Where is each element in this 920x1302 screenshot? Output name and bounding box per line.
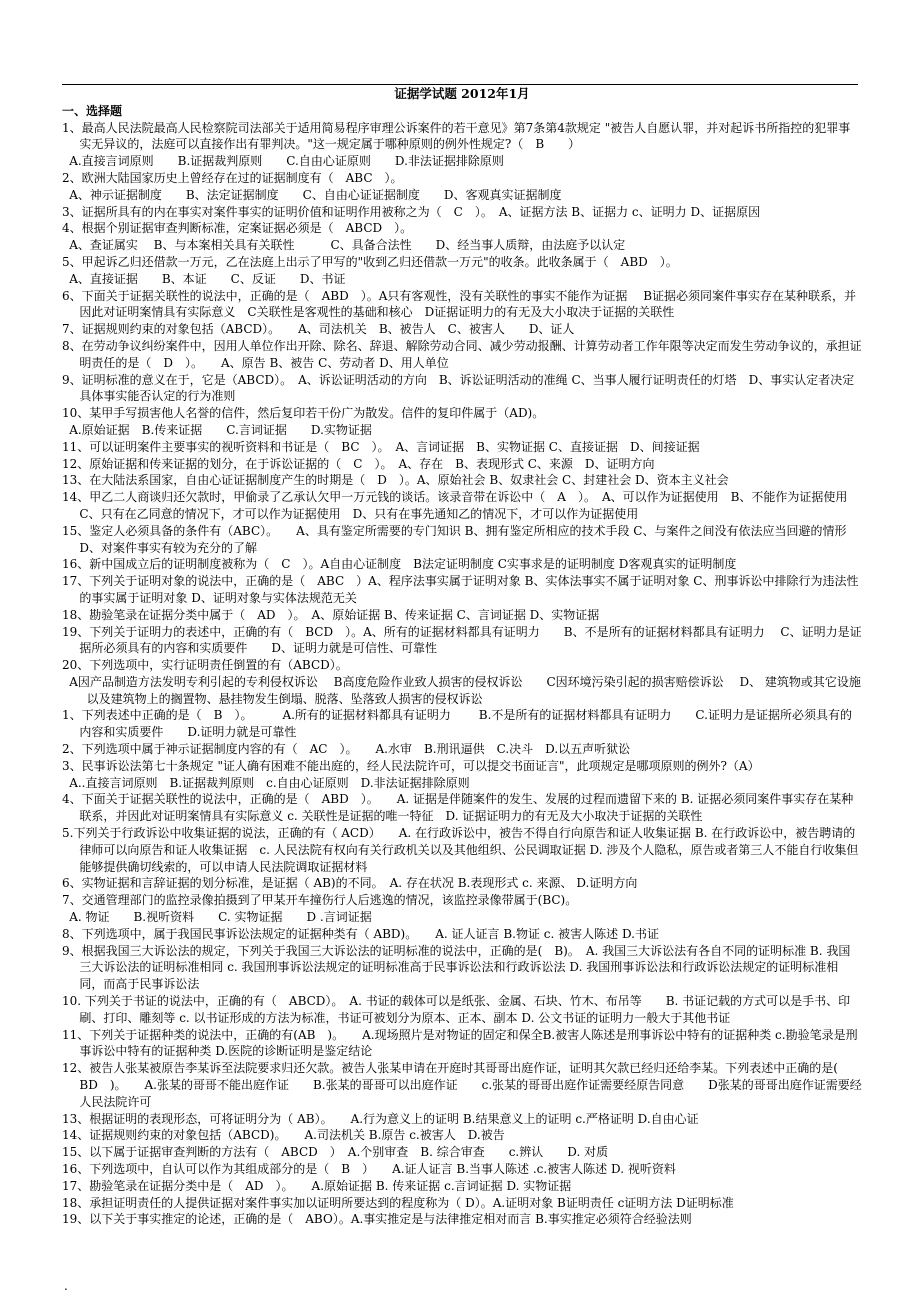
question-text: 5、甲起诉乙归还借款一万元，乙在法庭上出示了甲写的"收到乙归还借款一万元"的收条。此收条属于（ ABD ）。 — [62, 254, 678, 269]
question-item — [62, 1127, 862, 1144]
question-text: 13、根据证明的表现形态，可将证明分为（ AB）。 A.行为意义上的证明 B.结果意义上的证明 c.严格证明 D.自由心证 — [62, 1111, 699, 1126]
question-item — [62, 405, 862, 439]
question-text: 3、民事诉讼法第七十条规定 "证人确有困难不能出庭的，经人民法院许可，可以提交书面证言"，此项规定是哪项原则的例外?（A） — [62, 758, 760, 773]
question-options: A.原始证据 B.传来证据 C.言词证据 D.实物证据 — [69, 422, 372, 437]
question-item — [62, 1027, 862, 1061]
document-body — [62, 86, 862, 1228]
question-text: 7、证据规则约束的对象包括（ABCD）。 A、司法机关 B、被告人 C、被害人 D、证人 — [62, 322, 575, 337]
question-text: 10. 下列关于书证的说法中，正确的有（ ABCD）。 A. 书证的载体可以是纸张、金属、石块、竹木、布吊等 B. 书证记载的方式可以是手书、印刷、打印、雕刻等 c. 以书证形成的方法为标准，书证可被划分为原本、正本、副本 D. 公文书证的证明力一般大于其他书证 — [62, 994, 851, 1025]
page-title: 证据学试题 2012年1月 — [394, 86, 530, 101]
question-item — [62, 220, 862, 254]
question-text: 18、承担证明责任的人提供证据对案件事实加以证明所要达到的程度称为（ D）。A.证明对象 B证明责任 c证明方法 D证明标准 — [62, 1195, 734, 1210]
question-text: 13、在大陆法系国家，自由心证证据制度产生的时期是（ D ）。A、原始社会 B、奴隶社会 C、封建社会 D、资本主义社会 — [62, 473, 729, 488]
question-item — [62, 791, 862, 825]
question-item — [62, 1178, 862, 1195]
question-text: 12、被告人张某被原告李某诉至法院要求归还欠款。被告人张某申请在开庭时其哥哥出庭作证，证明其欠款已经归还给李某。下列表述中正确的是( BD )。 A.张某的哥哥不能出庭作证 B.张某的哥哥可以出庭作证 c.张某的哥哥出庭作证需要经原告同意 D张某的哥哥出庭作证需要经人民法院许可 — [62, 1061, 862, 1109]
question-text: 8、下列选项中，属于我国民事诉讼法规定的证据种类有（ ABD)。 A. 证人证言 B.物证 c. 被害人陈述 D.书证 — [62, 926, 659, 941]
question-text: 1、最高人民法院最高人民检察院司法部关于适用简易程序审理公诉案件的若干意见》第7条第4款规定 "被告人自愿认罪，并对起诉书所指控的犯罪事实无异议的，法庭可以直接作出有罪判决。"这一规定属于哪种原则的例外性规定?（ B ） — [62, 120, 851, 152]
question-options: A因产品制造方法发明专利引起的专利侵权诉讼 B高度危险作业致人损害的侵权诉讼 C因环境污染引起的损害赔偿诉讼 D、 建筑物或其它设施以及建筑物上的搁置物、悬挂物发生倒塌、脱落、坠落致人损害的侵权诉讼 — [69, 674, 861, 706]
question-text: 12、原始证据和传来证据的划分，在于诉讼证据的（ C ）。 A、存在 B、表现形式 C、来源 D、证明方向 — [62, 456, 655, 471]
question-text: 17、勘验笔录在证据分类中是（ AD ）。 A.原始证据 B. 传来证据 c.言词证据 D. 实物证据 — [62, 1178, 572, 1193]
question-text: 2、欧洲大陆国家历史上曾经存在过的证据制度有（ ABC ）。 — [62, 170, 403, 185]
question-text: 11、下列关于证据种类的说法中，正确的有(AB )。 A.现场照片是对物证的固定和保全B.被害人陈述是刑事诉讼中特有的证据种类 c.勘验笔录是刑事诉讼中特有的证据种类 D.医院的诊断证明是鉴定结论 — [62, 1027, 858, 1059]
question-text: 1、下列表述中正确的是（ B ）。 A.所有的证据材料都具有证明力 B.不是所有的证据材料都具有证明力 C.证明力是证据所必须具有的内容和实质要件 D.证明力就是可靠性 — [62, 708, 852, 740]
question-text: 4、根据个别证据审查判断标准，定案证据必须是（ ABCD ）。 — [62, 221, 413, 236]
question-item — [62, 1060, 862, 1110]
question-item — [62, 707, 862, 741]
question-item — [62, 993, 862, 1027]
question-item — [62, 170, 862, 204]
question-text: 14、甲乙二人商谈归还欠款时，甲偷录了乙承认欠甲一万元钱的谈话。该录音带在诉讼中（ A ）。 A、可以作为证据使用 B、不能作为证据使用 C、只有在乙同意的情况下，才可以作为证据使用 D、只有在事先通知乙的情况下，才可以作为证据使用 — [62, 490, 848, 521]
question-item — [62, 439, 862, 456]
question-options: A、神示证据制度 B、法定证据制度 C、自由心证证据制度 D、客观真实证据制度 — [69, 187, 562, 202]
question-text: 15、以下属于证据审查判断的方法有（ ABCD ） A.个别审查 B. 综合审查 c.辨认 D. 对质 — [62, 1145, 609, 1160]
footer-mark: . — [64, 1279, 68, 1293]
question-item — [62, 1211, 862, 1228]
question-item — [62, 1111, 862, 1128]
question-text: 16、新中国成立后的证明制度被称为（ C ）。A自由心证制度 B法定证明制度 C实事求是的证明制度 D客观真实的证明制度 — [62, 557, 737, 572]
question-item — [62, 892, 862, 926]
question-text: 6、实物证据和言辞证据的划分标准，是证据（ AB)的不同。 A. 存在状况 B.表现形式 c. 来源、 D.证明方向 — [62, 876, 638, 891]
question-item — [62, 1195, 862, 1212]
question-text: 11、可以证明案件主要事实的视听资料和书证是（ BC ）。 A、言词证据 B、实物证据 C、直接证据 D、间接证据 — [62, 439, 700, 454]
question-item — [62, 573, 862, 607]
question-item — [62, 254, 862, 288]
question-text: 19、以下关于事实推定的论述，正确的是（ ABO）。A.事实推定是与法律推定相对而言 B.事实推定必须符合经验法则 — [62, 1212, 692, 1227]
question-item — [62, 321, 862, 338]
question-item — [62, 875, 862, 892]
question-item — [62, 120, 862, 170]
question-item — [62, 204, 862, 221]
question-text: 6、下面关于证据关联性的说法中，正确的是（ ABD ）。A只有客观性，没有关联性的事实不能作为证据 B证据必须同案件事实存在某种联系，并因此对证明案情具有实际意义 C关联性是客观性的基础和核心 D证据证明力的有无及大小取决于证据的关联性 — [62, 288, 857, 320]
question-item — [62, 624, 862, 658]
question-text: 17、下列关于证明对象的说法中，正确的是（ ABC ）A、程序法事实属于证明对象 B、实体法事实不属于证明对象 C、刑事诉讼中排除行为违法性的事实属于证明对象 D、证明对象与实体法规范无关 — [62, 574, 859, 605]
question-text: 3、证据所具有的内在事实对案件事实的证明价值和证明作用被称之为（ C ）。 A、证据方法 B、证据力 c、证明力 D、证据原因 — [62, 204, 761, 219]
question-item — [62, 489, 862, 523]
question-text: 15、鉴定人必须具备的条件有（ABC）。 A、具有鉴定所需要的专门知识 B、拥有鉴定所相应的技术手段 C、与案件之间没有依法应当回避的情形 D、对案件事实有较为充分的了解 — [62, 523, 847, 555]
question-text: 18、勘验笔录在证据分类中属于（ AD ）。 A、原始证据 B、传来证据 C、言词证据 D、实物证据 — [62, 607, 600, 622]
question-item — [62, 288, 862, 322]
question-options: A.直接言词原则 B.证据裁判原则 C.自由心证原则 D.非法证据排除原则 — [69, 154, 504, 169]
question-text: 14、证据规则约束的对象包括（ABCD)。 A.司法机关 B.原告 c.被害人 D.被告 — [62, 1128, 505, 1143]
question-item — [62, 472, 862, 489]
question-text: 16、下列选项中，自认可以作为其组成部分的是（ B ） A.证人证言 B.当事人陈述 .c.被害人陈述 D. 视听资料 — [62, 1162, 676, 1176]
question-text: 4、下面关于证据关联性的说法中，正确的是（ ABD ）。 A. 证据是伴随案件的发生、发展的过程而遗留下来的 B. 证据必须同案件事实存在某种联系，并因此对证明案情具有实际意义 c. 关联性是证据的唯一特征 D. 证据证明力的有无及大小取决于证据的关联性 — [62, 792, 854, 824]
question-text: 7、交通管理部门的监控录像拍摄到了甲某开车撞伤行人后逃逸的情况，该监控录像带属于(BC)。 — [62, 893, 578, 908]
question-options: A. 物证 B.视听资料 C. 实物证据 D .言词证据 — [69, 910, 372, 925]
question-text: 9、根据我国三大诉讼法的规定，下列关于我国三大诉讼法的证明标准的说法中，正确的是( B)。 A. 我国三大诉讼法有各自不同的证明标准 B. 我国三大诉讼法的证明标准相同 c. 我国刑事诉讼法规定的证明标准高于民事诉讼法和行政诉讼法 D. 我国刑事诉讼法和行政诉讼法规定的证明标准相同，而高于民事诉讼法 — [62, 943, 851, 992]
section-heading: 一、选择题 — [62, 103, 123, 118]
question-item — [62, 1144, 862, 1161]
question-text: 8、在劳动争议纠纷案件中，因用人单位作出开除、除名、辞退、解除劳动合同、减少劳动报酬、计算劳动者工作年限等决定而发生劳动争议的，承担证明责任的是（ D ）。 A、原告 B、被告 C、劳动者 D、用人单位 — [62, 338, 862, 370]
question-item — [62, 523, 862, 557]
question-text: 5.下列关于行政诉讼中收集证据的说法，正确的有（ ACD） A. 在行政诉讼中，被告不得自行向原告和证人收集证据 B. 在行政诉讼中，被告聘请的律师可以向原告和证人收集证据 c. 人民法院有权向有关行政机关以及其他组织、公民调取证据 D. 涉及个人隐私，原告或者第三人不能自行收集但能够提供确切线索的，可以申请人民法院调取证据材料 — [62, 826, 859, 874]
question-item — [62, 1161, 862, 1178]
question-item — [62, 758, 862, 792]
question-text: 9、证明标准的意义在于，它是（ABCD）。 A、诉讼证明活动的方向 B、诉讼证明活动的准绳 C、当事人履行证明责任的灯塔 D、事实认定者决定具体事实能否认定的行为准则 — [62, 372, 855, 404]
question-item — [62, 741, 862, 758]
question-item — [62, 556, 862, 573]
question-item — [62, 456, 862, 473]
question-text: 19、下列关于证明力的表述中，正确的有（ BCD ）。A、所有的证据材料都具有证明力 B、不是所有的证据材料都具有证明力 C、证明力是证据所必须具有的内容和实质要件 D、证明力就是可信性、可靠性 — [62, 624, 862, 656]
question-options: A..直接言词原则 B.证据裁判原则 c.自由心证原则 D.非法证据排除原则 — [69, 775, 470, 790]
question-text: 20、下列选项中，实行证明责任倒置的有（ABCD）。 — [62, 658, 348, 673]
question-item — [62, 926, 862, 943]
question-text: 2、下列选项中属于神示证据制度内容的有（ AC ）。 A.水审 B.刑讯逼供 C.决斗 D.以五声听狱讼 — [62, 742, 631, 757]
question-item — [62, 657, 862, 707]
question-item — [62, 607, 862, 624]
question-options: A、查证属实 B、与本案相关具有关联性 C、具备合法性 D、经当事人质辩，由法庭予以认定 — [69, 238, 626, 253]
question-item — [62, 825, 862, 875]
question-text: 10、某甲手写损害他人名誉的信件，然后复印若干份广为散发。信件的复印件属于（AD)。 — [62, 406, 545, 421]
header-rule — [62, 84, 858, 85]
question-item — [62, 338, 862, 372]
question-options: A、直接证据 B、本证 C、反证 D、书证 — [69, 271, 346, 286]
question-item — [62, 943, 862, 993]
question-list — [62, 120, 862, 1229]
question-item — [62, 372, 862, 406]
